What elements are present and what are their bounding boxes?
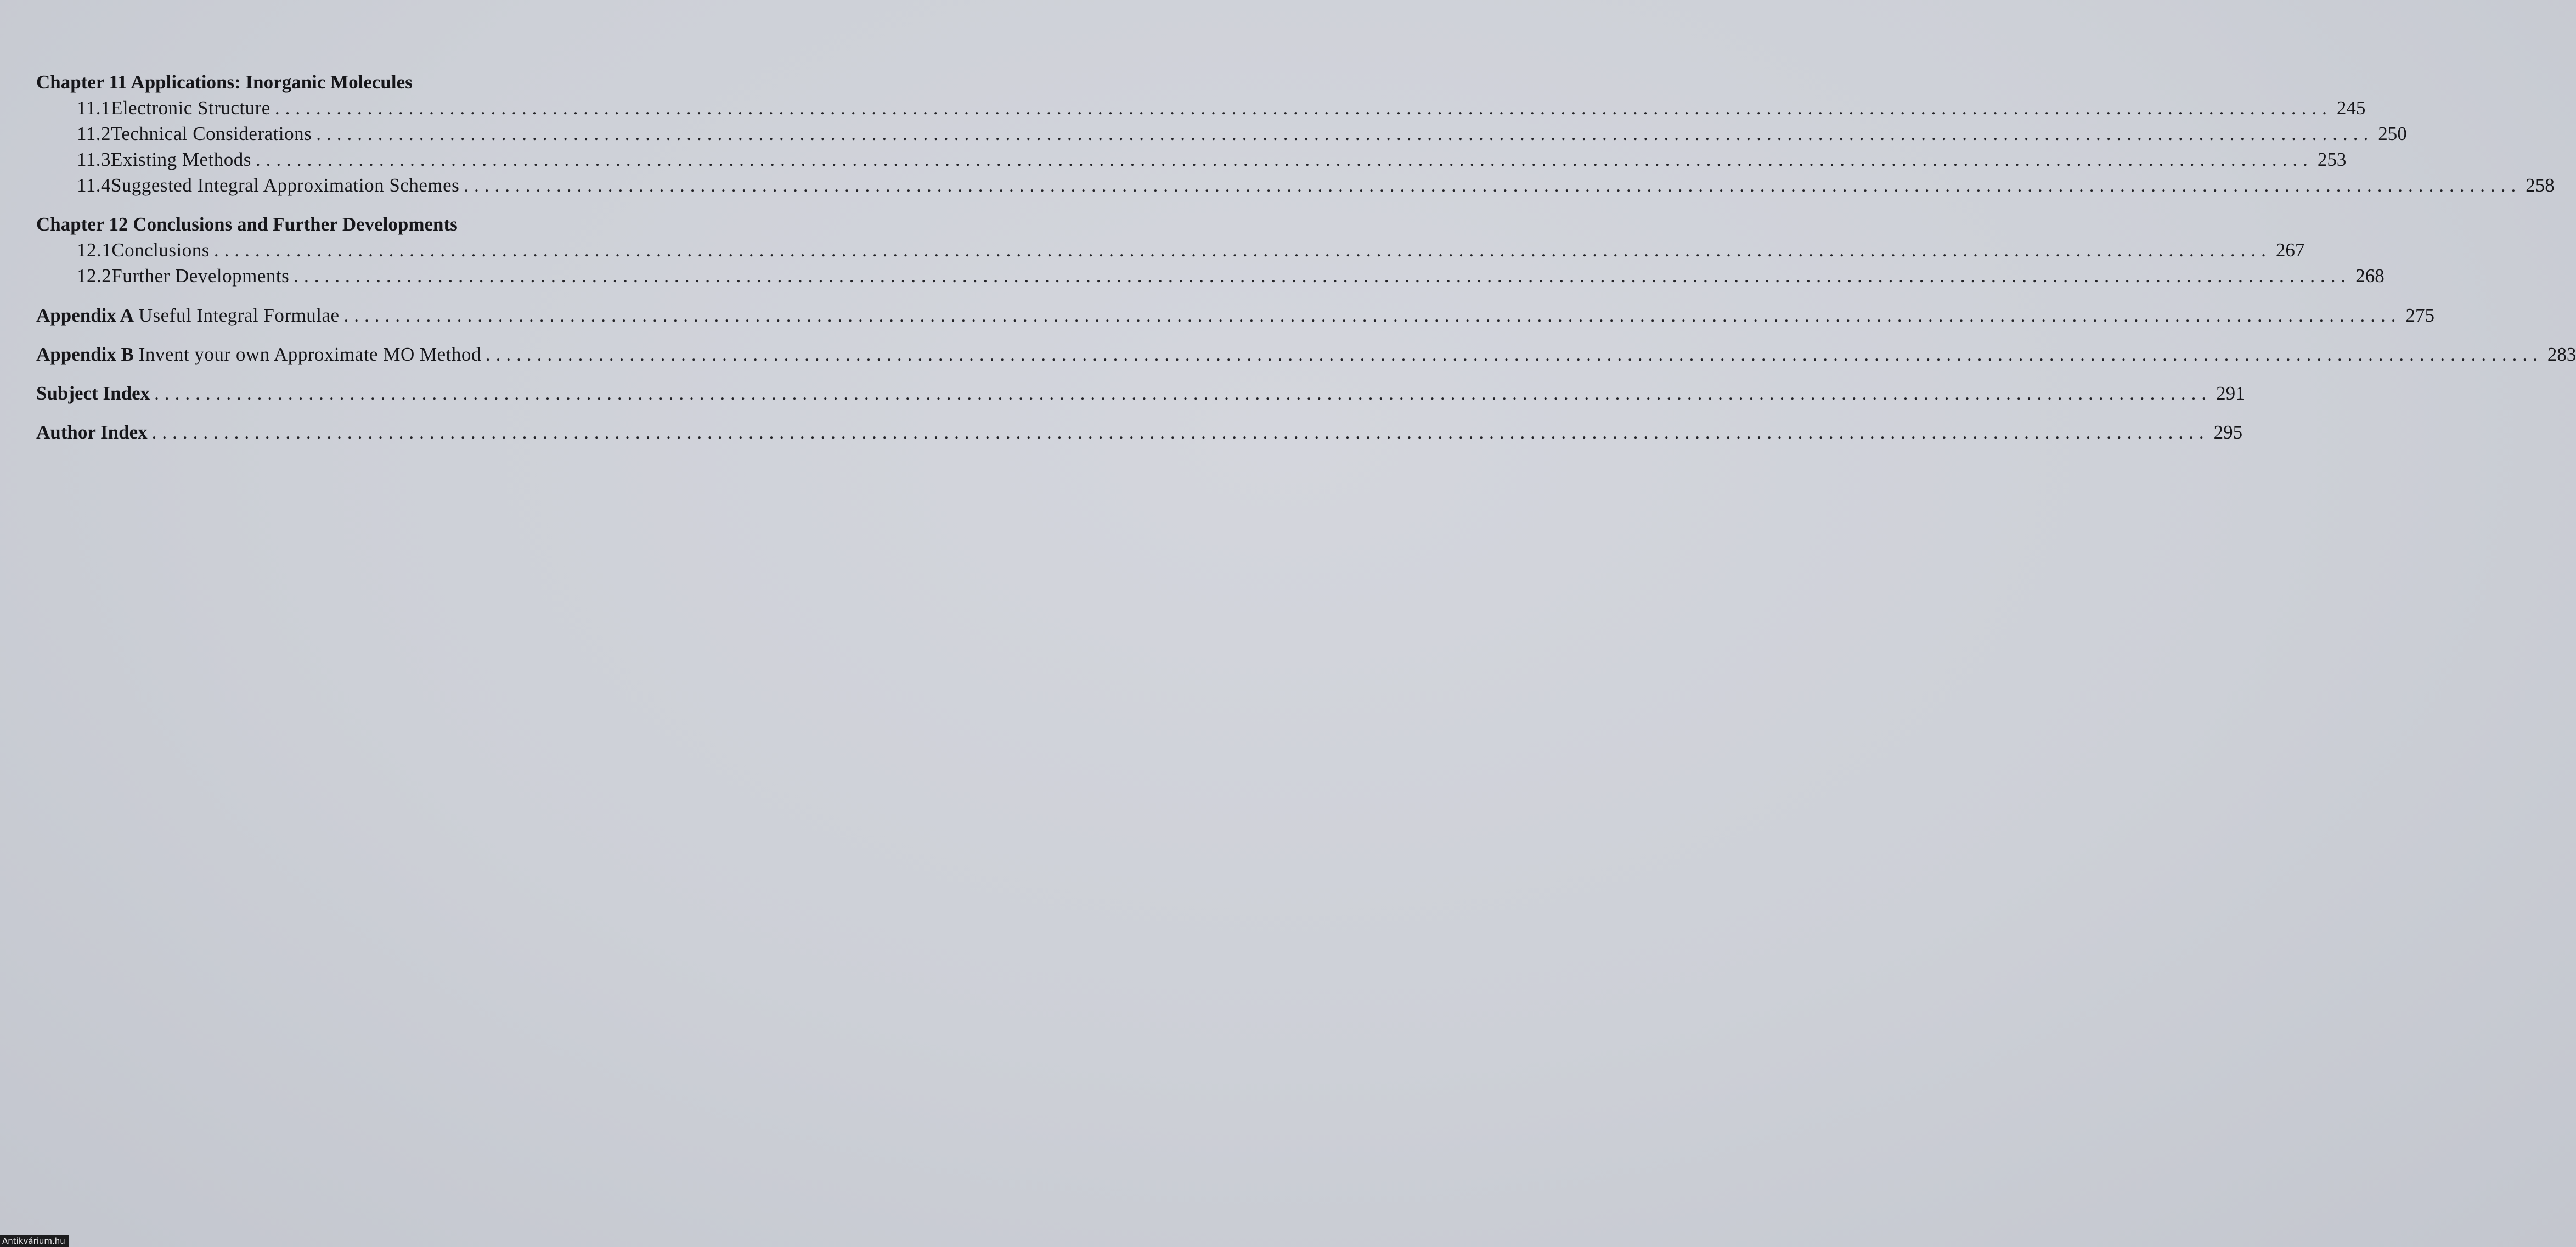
spacer bbox=[36, 406, 879, 419]
dot-leader: ........................................................................................................................................................................................................ bbox=[485, 344, 2543, 365]
page-number: 275 bbox=[2405, 305, 2435, 326]
section-number: 11.3 bbox=[77, 149, 111, 170]
toc-entry-11-3[interactable] bbox=[36, 147, 2347, 172]
section-number: 12.1 bbox=[77, 239, 112, 261]
page-number: 295 bbox=[2213, 422, 2243, 443]
section-title: Technical Considerations bbox=[110, 123, 312, 144]
dot-leader: ........................................................................................................................................................................................................ bbox=[274, 97, 2332, 119]
spacer bbox=[36, 198, 879, 211]
chapter-12-heading: Chapter 12 Conclusions and Further Developments bbox=[36, 214, 458, 235]
appendix-label: Appendix A bbox=[36, 305, 134, 326]
dot-leader: ........................................................................................................................................................................................................ bbox=[294, 265, 2352, 287]
page-number: 258 bbox=[2526, 175, 2555, 196]
appendix-title: Useful Integral Formulae bbox=[138, 305, 340, 326]
dot-leader: ........................................................................................................................................................................................................ bbox=[255, 149, 2313, 170]
section-title: Electronic Structure bbox=[110, 97, 270, 119]
dot-leader: ........................................................................................................................................................................................................ bbox=[343, 305, 2402, 326]
index-title: Author Index bbox=[36, 422, 148, 443]
section-number: 11.1 bbox=[77, 97, 111, 119]
chapter-11-heading: Chapter 11 Applications: Inorganic Molecules bbox=[36, 71, 413, 93]
toc-entry-author-index[interactable] bbox=[36, 419, 2243, 445]
toc-entry-12-2[interactable] bbox=[36, 263, 2385, 289]
toc-entry-11-2[interactable] bbox=[36, 121, 2407, 147]
section-title: Further Developments bbox=[111, 265, 290, 287]
section-title: Suggested Integral Approximation Schemes bbox=[110, 175, 460, 196]
toc-entry-12-1[interactable] bbox=[36, 237, 2305, 263]
section-number: 11.2 bbox=[77, 123, 111, 144]
toc-entry-appendix-a[interactable] bbox=[36, 302, 2435, 328]
toc-entry-appendix-b[interactable] bbox=[36, 341, 2576, 367]
index-title: Subject Index bbox=[36, 383, 150, 404]
page-number: 283 bbox=[2547, 344, 2576, 365]
page-number: 250 bbox=[2378, 123, 2407, 144]
page-number: 245 bbox=[2336, 97, 2366, 119]
page-number: 267 bbox=[2275, 239, 2305, 261]
watermark-label: Antikvárium.hu bbox=[0, 1235, 69, 1247]
section-title: Existing Methods bbox=[110, 149, 251, 170]
dot-leader: ........................................................................................................................................................................................................ bbox=[151, 422, 2209, 443]
table-of-contents bbox=[36, 69, 2576, 445]
page-number: 291 bbox=[2216, 383, 2245, 404]
toc-entry-11-4[interactable] bbox=[36, 172, 2555, 198]
toc-entry-subject-index[interactable] bbox=[36, 380, 2245, 406]
spacer bbox=[36, 289, 879, 302]
appendix-title: Invent your own Approximate MO Method bbox=[138, 344, 481, 365]
section-number: 11.4 bbox=[77, 175, 111, 196]
section-title: Conclusions bbox=[111, 239, 210, 261]
page-number: 253 bbox=[2317, 149, 2347, 170]
section-number: 12.2 bbox=[77, 265, 112, 287]
spacer bbox=[36, 328, 879, 341]
dot-leader: ........................................................................................................................................................................................................ bbox=[213, 239, 2271, 261]
dot-leader: ........................................................................................................................................................................................................ bbox=[154, 383, 2212, 404]
page-number: 268 bbox=[2355, 265, 2385, 287]
dot-leader: ........................................................................................................................................................................................................ bbox=[464, 175, 2522, 196]
toc-entry-11-1[interactable] bbox=[36, 95, 2366, 121]
appendix-label: Appendix B bbox=[36, 344, 134, 365]
spacer bbox=[36, 367, 879, 380]
dot-leader: ........................................................................................................................................................................................................ bbox=[316, 123, 2374, 144]
